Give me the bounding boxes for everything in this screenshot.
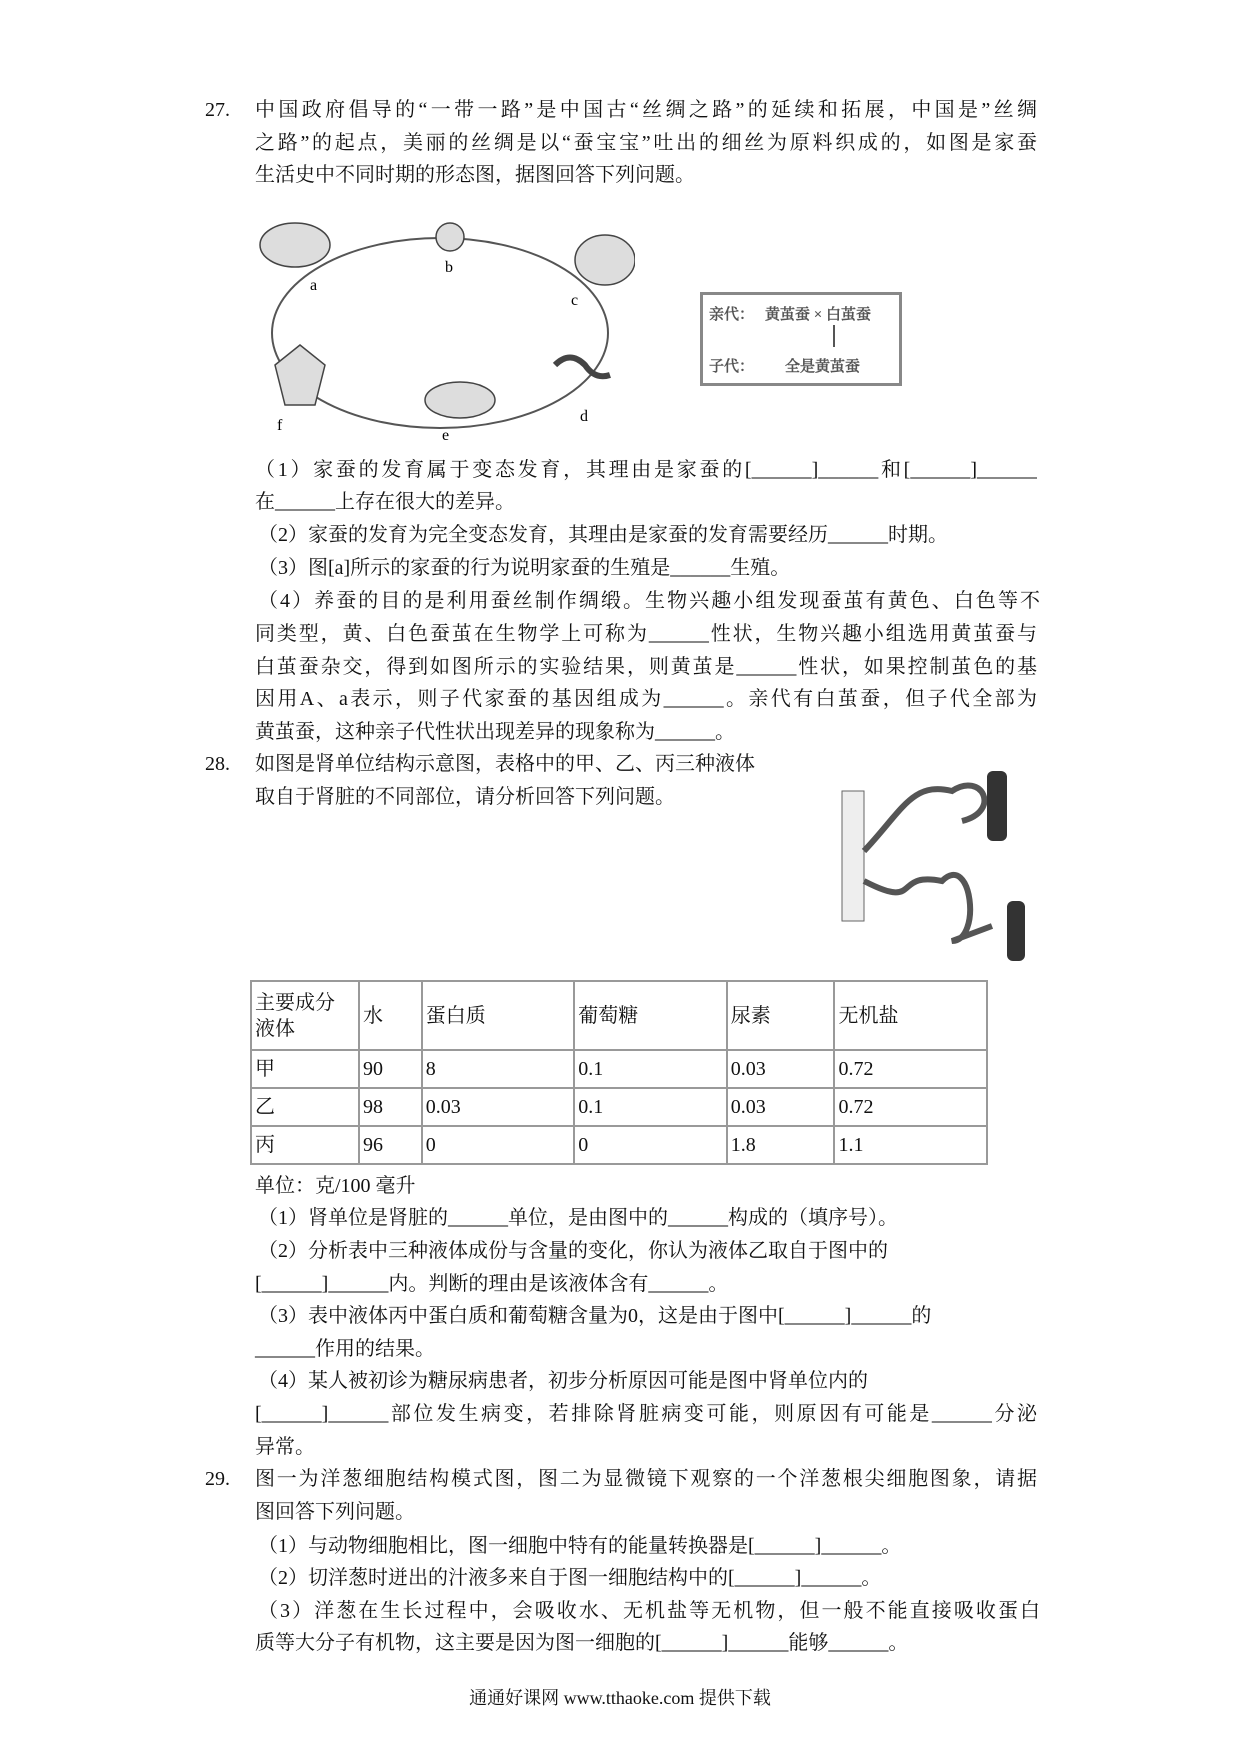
moth-icon	[275, 345, 325, 405]
silkworm-life-cycle-figure	[255, 215, 635, 447]
column-header: 无机盐	[834, 981, 987, 1050]
fluid-composition-table	[250, 980, 988, 1165]
column-header: 葡萄糖	[574, 981, 727, 1050]
q29-sub-2: （2）切洋葱时迸出的汁液多来自于图一细胞结构中的[______]______。	[258, 1567, 882, 1589]
nephron-diagram	[832, 751, 1034, 969]
q28-sub-4-cont: [______]______部位发生病变，若排除肾脏病变可能，则原因有可能是______分泌	[255, 1403, 1037, 1425]
row-name: 乙	[251, 1088, 359, 1126]
question-number-29: 29.	[205, 1468, 230, 1490]
q28-sub-3-cont: ______作用的结果。	[255, 1338, 435, 1360]
q27-text-line: 生活史中不同时期的形态图，据图回答下列问题。	[255, 164, 695, 186]
cell: 0.72	[834, 1088, 987, 1126]
row-name: 甲	[251, 1050, 359, 1088]
parent-cross: 黄茧蚕 × 白茧蚕	[765, 307, 872, 323]
table-row	[251, 1088, 987, 1126]
page-footer: 通通好课网 www.tthaoke.com 提供下载	[469, 1688, 771, 1708]
table-row	[251, 1050, 987, 1088]
header-top-label: 主要成分	[255, 991, 335, 1014]
q27-text-line: 之路”的起点，美丽的丝绸是以“蚕宝宝”吐出的细丝为原料织成的，如图是家蚕	[255, 132, 1037, 154]
q28-sub-2-cont: [______]______内。判断的理由是该液体含有______。	[255, 1273, 729, 1295]
table-row	[251, 1126, 987, 1164]
q27-sub-4-cont: 因用A、a表示，则子代家蚕的基因组成为______。亲代有白茧蚕，但子代全部为	[255, 688, 1037, 710]
header-bottom-label: 液体	[255, 1017, 295, 1040]
column-header: 蛋白质	[422, 981, 575, 1050]
cell: 0.1	[574, 1050, 727, 1088]
cell: 0.1	[574, 1088, 727, 1126]
q28-sub-4: （4）某人被初诊为糖尿病患者，初步分析原因可能是图中肾单位内的	[258, 1370, 868, 1392]
cell: 0.72	[834, 1050, 987, 1088]
genetic-cross-box	[700, 292, 902, 386]
q27-text-line: 中国政府倡导的“一带一路”是中国古“丝绸之路”的延续和拓展，中国是”丝绸	[255, 99, 1037, 121]
q29-sub-3: （3）洋葱在生长过程中，会吸收水、无机盐等无机物，但一般不能直接吸收蛋白	[258, 1600, 1040, 1622]
stage-label-b: b	[445, 259, 453, 276]
life-cycle-diagram	[255, 215, 635, 447]
column-header: 尿素	[727, 981, 835, 1050]
q27-sub-4-cont: 白茧蚕杂交，得到如图所示的实验结果，则黄茧是______性状，如果控制茧色的基	[255, 656, 1037, 678]
row-name: 丙	[251, 1126, 359, 1164]
q28-sub-3: （3）表中液体丙中蛋白质和葡萄糖含量为0，这是由于图中[______]______的	[258, 1305, 932, 1327]
cell: 96	[359, 1126, 422, 1164]
question-number-27: 27.	[205, 99, 230, 121]
q29-sub-1: （1）与动物细胞相比，图一细胞中特有的能量转换器是[______]______。	[258, 1535, 902, 1557]
q27-sub-3: （3）图[a]所示的家蚕的行为说明家蚕的生殖是______生殖。	[258, 557, 791, 579]
cell: 0.03	[422, 1088, 575, 1126]
cell: 0	[574, 1126, 727, 1164]
q27-sub-1: （1）家蚕的发育属于变态发育，其理由是家蚕的[______]______和[______]______	[255, 459, 1037, 481]
cell: 0.03	[727, 1088, 835, 1126]
cell: 0	[422, 1126, 575, 1164]
cell: 1.1	[834, 1126, 987, 1164]
cell: 0.03	[727, 1050, 835, 1088]
eggs-icon	[436, 223, 464, 251]
q28-sub-2: （2）分析表中三种液体成份与含量的变化，你认为液体乙取自于图中的	[258, 1240, 888, 1262]
q27-sub-1-cont: 在______上存在很大的差异。	[255, 491, 515, 513]
stage-label-c: c	[571, 292, 579, 309]
cocoon-icon	[425, 382, 495, 418]
q28-sub-1: （1）肾单位是肾脏的______单位，是由图中的______构成的（填序号）。	[258, 1207, 898, 1229]
nephron-svg	[832, 751, 1034, 969]
stage-label-a: a	[310, 277, 318, 294]
q27-sub-4-cont: 同类型，黄、白色蚕茧在生物学上可称为______性状，生物兴趣小组选用黄茧蚕与	[255, 623, 1037, 645]
cell: 1.8	[727, 1126, 835, 1164]
question-number-28: 28.	[205, 753, 230, 775]
leaf-icon	[575, 235, 635, 285]
cell: 98	[359, 1088, 422, 1126]
arrow-down-icon	[833, 325, 835, 347]
q29-text-line: 图回答下列问题。	[255, 1501, 415, 1523]
table-unit: 单位：克/100 毫升	[255, 1175, 416, 1197]
header-corner-cell	[251, 981, 359, 1050]
q28-text-line: 取自于肾脏的不同部位，请分析回答下列问题。	[255, 786, 675, 808]
cell: 8	[422, 1050, 575, 1088]
q28-sub-4-cont: 异常。	[255, 1436, 315, 1458]
column-header: 水	[359, 981, 422, 1050]
child-result: 全是黄茧蚕	[785, 359, 861, 375]
stage-label-f: f	[277, 417, 283, 434]
table-header-row	[251, 981, 987, 1050]
child-label: 子代：	[709, 359, 755, 375]
stage-label-d: d	[580, 408, 588, 425]
cell: 90	[359, 1050, 422, 1088]
q27-sub-4: （4）养蚕的目的是利用蚕丝制作绸缎。生物兴趣小组发现蚕茧有黄色、白色等不	[258, 590, 1040, 612]
parent-label: 亲代：	[709, 307, 755, 323]
q28-text-line: 如图是肾单位结构示意图，表格中的甲、乙、丙三种液体	[255, 753, 755, 775]
q27-sub-2: （2）家蚕的发育为完全变态发育，其理由是家蚕的发育需要经历______时期。	[258, 524, 948, 546]
q27-sub-4-cont: 黄茧蚕，这种亲子代性状出现差异的现象称为______。	[255, 721, 735, 743]
stage-label-e: e	[442, 427, 450, 444]
q29-sub-3-cont: 质等大分子有机物，这主要是因为图一细胞的[______]______能够______。	[255, 1632, 909, 1654]
moth-on-leaf-icon	[260, 223, 330, 267]
q29-text-line: 图一为洋葱细胞结构模式图，图二为显微镜下观察的一个洋葱根尖细胞图象，请据	[255, 1468, 1037, 1490]
